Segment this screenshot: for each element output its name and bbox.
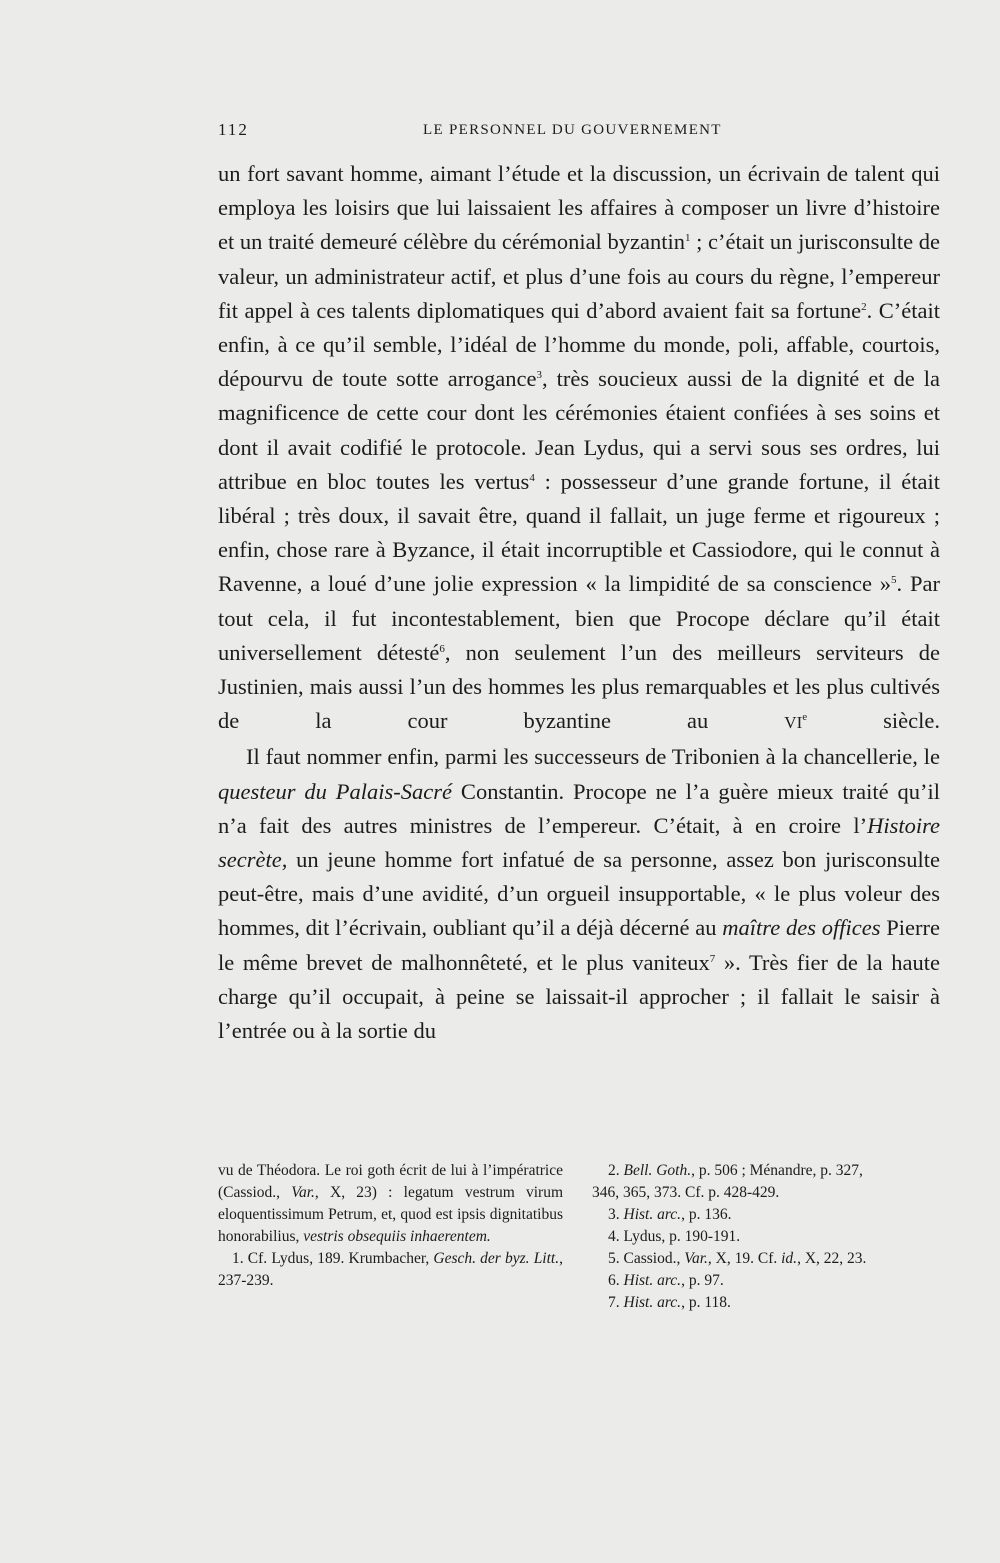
footnote-1 [218, 1248, 563, 1292]
footnote-continuation [218, 1160, 563, 1248]
text-run: , X, 19. Cf. [707, 1250, 782, 1267]
footnote-2-continuation: 346, 365, 373. Cf. p. 428-429. [592, 1184, 780, 1201]
century-numeral: VI [784, 713, 803, 733]
footnote-ref-6: 6 [439, 642, 445, 655]
page-number: 112 [218, 120, 249, 139]
footnote-7 [592, 1292, 940, 1314]
footnote-ref-2: 2 [861, 300, 867, 313]
text-run: 2. [608, 1162, 624, 1179]
footnote-6 [592, 1270, 940, 1292]
text-run: vu de Théodora. Le roi goth écrit de lui à l’impératrice (Cassiod., [218, 1162, 563, 1201]
text-run: 1. Cf. Lydus, 189. Krumbacher, [232, 1250, 434, 1267]
running-title: LE PERSONNEL DU GOUVERNEMENT [423, 122, 722, 138]
text-run: un fort savant homme, aimant l’étude et la discussion, un écrivain de talent qui employa les loisirs que lui laissaient les affaires à composer un livre d’histoire et un traité demeuré célèbre du cérémonial byzantin [218, 161, 940, 255]
footnote-ref-1: 1 [684, 232, 691, 245]
text-run: . Par tout cela, il fut incontestablement, bien que Procope déclare qu’il était universellement détesté [218, 571, 940, 665]
text-run: Constantin. Procope ne l’a guère mieux traité qu’il n’a fait des autres ministres de l’empereur. C’était, à en croire l’ [218, 778, 941, 838]
text-run: , p. 136. [681, 1206, 732, 1223]
footnote-ref-4: 4 [529, 471, 535, 484]
italic-run: vestris obsequiis inhaerentem. [303, 1228, 491, 1245]
italic-run: Bell. Goth. [623, 1162, 692, 1179]
text-run: , p. 97. [681, 1272, 724, 1289]
paragraph-2 [218, 740, 940, 1048]
italic-run: Var. [291, 1184, 315, 1201]
text-run: Pierre le même brevet de malhonnêteté, et le plus vaniteux [218, 915, 940, 975]
footnote-4: 4. Lydus, p. 190-191. [608, 1228, 741, 1245]
text-run: ; c’était un jurisconsulte de valeur, un administrateur actif, et plus d’une fois au cours du règne, l’empereur fit appel à ces talents diplomatiques qui d’abord avaient fait sa fortune [218, 229, 940, 323]
italic-run: Hist. arc. [623, 1294, 682, 1311]
italic-run: Hist. arc. [623, 1272, 682, 1289]
text-run: 3. [608, 1206, 624, 1223]
text-run: , très soucieux aussi de la dignité et de la magnificence de cette cour dont les cérémonies étaient confiées à ses soins et dont il avait codifié le protocole. Jean Lydus, qui a servi sous ses ordres, lui attribue en bloc toutes les vertus [218, 366, 940, 494]
footnote-ref-7: 7 [709, 952, 716, 965]
text-run: 5. Cassiod., [608, 1250, 685, 1267]
text-run: , 237-239. [218, 1250, 563, 1289]
footnote-3 [592, 1204, 940, 1226]
footnotes-left-column [218, 1160, 563, 1292]
text-run: Il faut nommer enfin, parmi les successeurs de Tribonien à la chancellerie, le [246, 744, 940, 770]
main-text [218, 157, 940, 1048]
text-run: siècle. [807, 708, 941, 734]
text-run: ». Très fier de la haute charge qu’il occupait, à peine se laissait-il approcher ; il fallait le saisir à l’entrée ou à la sortie du [218, 949, 940, 1044]
text-run: . C’était enfin, à ce qu’il semble, l’idéal de l’homme du monde, poli, affable, courtois, dépourvu de toute sotte arrogance [218, 297, 940, 392]
italic-run: Gesch. der byz. Litt. [433, 1250, 560, 1267]
italic-run: Var. [684, 1250, 708, 1267]
footnote-2 [592, 1160, 940, 1182]
footnote-5 [592, 1248, 940, 1270]
running-header [218, 120, 940, 144]
text-run: , p. 506 ; Ménandre, p. 327, [691, 1162, 863, 1179]
text-run: , non seulement l’un des meilleurs serviteurs de Justinien, mais aussi l’un des hommes les plus remarquables et les plus cultivés de la cour byzantine au [218, 639, 940, 734]
footnotes-right-column [592, 1160, 940, 1314]
century-suffix: e [802, 711, 808, 724]
text-run: : possesseur d’une grande fortune, il était libéral ; très doux, il savait être, quand il fallait, un juge ferme et rigoureux ; enfin, chose rare à Byzance, il était incorruptible et Cassiodore, qui le connut à Ravenne, a loué d’une jolie expression « la limpidité de sa conscience » [218, 468, 941, 597]
footnote-ref-3: 3 [536, 369, 542, 382]
paragraph-1 [218, 157, 940, 740]
footnote-ref-5: 5 [891, 574, 897, 587]
italic-run: questeur du Palais-Sacré [218, 778, 453, 804]
italic-run: Histoire secrète, [218, 812, 940, 873]
text-run: , X, 22, 23. [797, 1250, 867, 1267]
text-run: un jeune homme fort infatué de sa personne, assez bon jurisconsulte peut-être, mais d’une avidité, d’un orgueil insupportable, « le plus voleur des hommes, dit l’écrivain, oubliant qu’il a déjà décerné au [218, 847, 940, 941]
text-run: , X, 23) : legatum vestrum virum eloquentissimum Petrum, et, quod est ipsis dignitatibus honorabilius, [218, 1184, 563, 1245]
text-run: , p. 118. [681, 1294, 731, 1311]
text-run: 7. [608, 1294, 624, 1311]
italic-run: Hist. arc. [623, 1206, 682, 1223]
italic-run: maître des offices [722, 915, 881, 941]
text-run: 6. [608, 1272, 624, 1289]
italic-run: id. [781, 1250, 798, 1267]
